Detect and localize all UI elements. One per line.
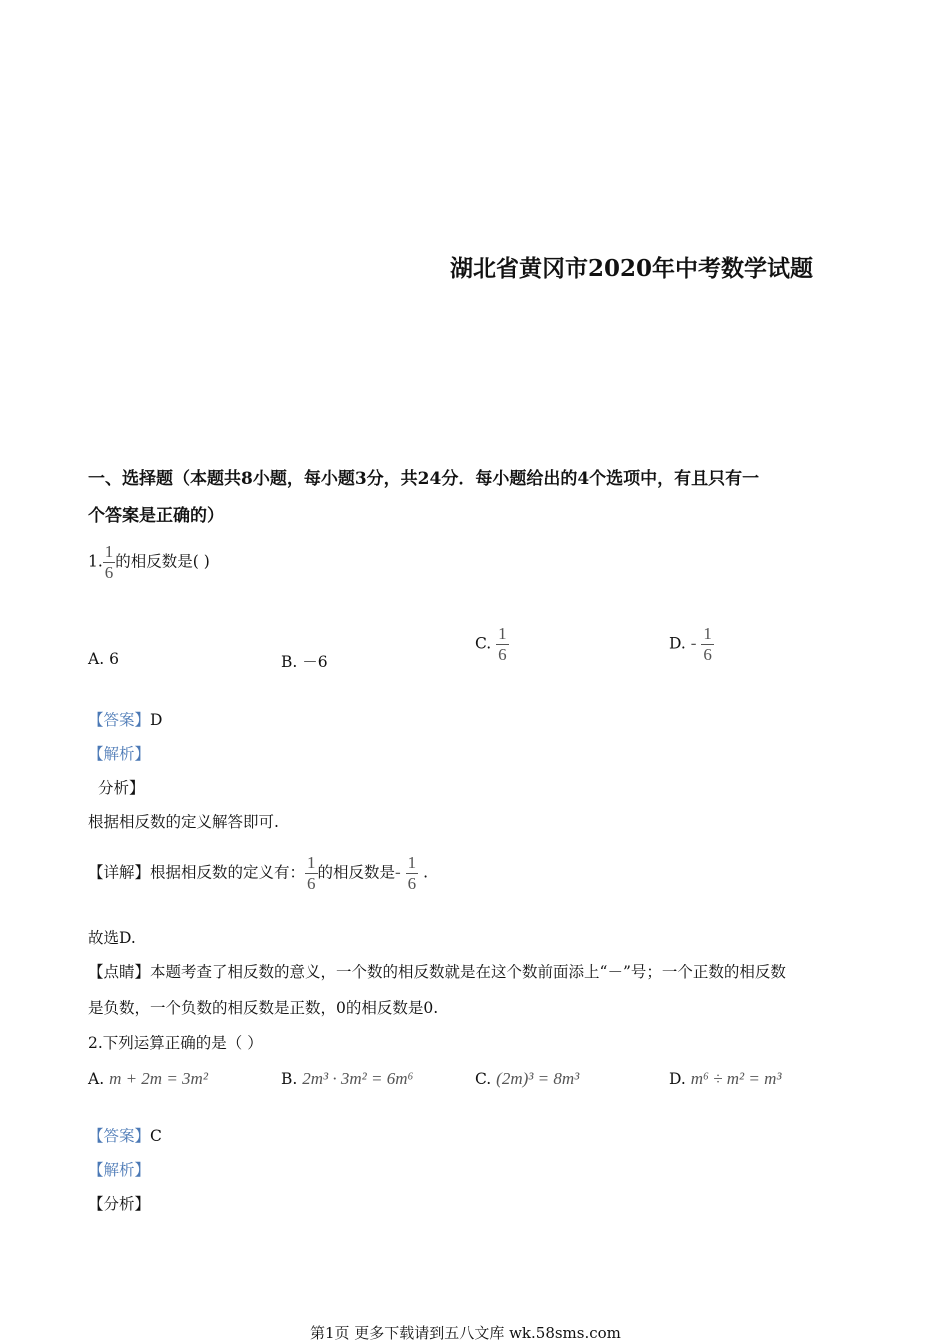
question-number: 1. bbox=[88, 552, 103, 571]
fraction: $\frac{1}{6}$ bbox=[307, 853, 316, 893]
question-2-stem: 2.下列运算正确的是（ ） bbox=[88, 1034, 263, 1052]
comment-line2: 是负数，一个负数的相反数是正数，0的相反数是0. bbox=[88, 999, 439, 1017]
option-a: A. 6 bbox=[88, 650, 119, 668]
fraction: $\frac{1}{6}$ bbox=[498, 624, 507, 664]
fenxi-tag: 【分析】 bbox=[88, 1195, 151, 1213]
comment-line1: 【点睛】本题考查了相反数的意义，一个数的相反数就是在这个数前面添上“－”号；一个正数的相反数 bbox=[88, 963, 786, 981]
section-heading-line2: 个答案是正确的） bbox=[88, 506, 224, 526]
answer-tag: 【答案】 bbox=[88, 711, 151, 729]
answer-value: D bbox=[150, 711, 163, 729]
option-b: B. 2m³ · 3m² = 6m⁶ bbox=[281, 1069, 414, 1088]
comment-tag: 【点睛】 bbox=[88, 963, 151, 981]
option-b: B. －6 bbox=[281, 653, 328, 671]
analysis-tag: 【解析】 bbox=[88, 745, 151, 763]
detail-line: 【详解】根据相反数的定义有： $\frac{1}{6}$ 的相反数是- $\frac{1}{6}$ . bbox=[88, 853, 429, 893]
question-text: 的相反数是( ) bbox=[115, 552, 210, 571]
fenxi-text: 根据相反数的定义解答即可. bbox=[88, 813, 279, 831]
answer-line bbox=[88, 1124, 162, 1146]
detail-tag: 【详解】 bbox=[88, 863, 151, 882]
option-c: C. (2m)³ = 8m³ bbox=[475, 1069, 580, 1088]
fraction: $\frac{1}{6}$ bbox=[703, 624, 712, 664]
page-footer: 第1页 更多下载请到五八文库 wk.58sms.com bbox=[310, 1324, 621, 1342]
fraction: $\frac{1}{6}$ bbox=[104, 542, 114, 582]
fenxi-tag: 分析】 bbox=[98, 779, 145, 797]
answer-line bbox=[88, 708, 162, 730]
answer-tag: 【答案】 bbox=[88, 1127, 151, 1145]
analysis-tag: 【解析】 bbox=[88, 1161, 151, 1179]
answer-value: C bbox=[150, 1127, 162, 1145]
option-d: D. - $\frac{1}{6}$ bbox=[669, 624, 712, 664]
option-d: D. m⁶ ÷ m² = m³ bbox=[669, 1069, 782, 1088]
fraction: $\frac{1}{6}$ bbox=[407, 853, 417, 893]
question-1-stem bbox=[88, 542, 210, 583]
option-c: C. $\frac{1}{6}$ bbox=[475, 624, 507, 664]
choose-text: 故选D. bbox=[88, 929, 136, 947]
section-heading-line1: 一、选择题（本题共8小题，每小题3分，共24分．每小题给出的4个选项中，有且只有一 bbox=[88, 469, 760, 489]
page-title: 湖北省黄冈市2020年中考数学试题 bbox=[450, 255, 814, 282]
option-a: A. m + 2m = 3m² bbox=[88, 1069, 208, 1088]
